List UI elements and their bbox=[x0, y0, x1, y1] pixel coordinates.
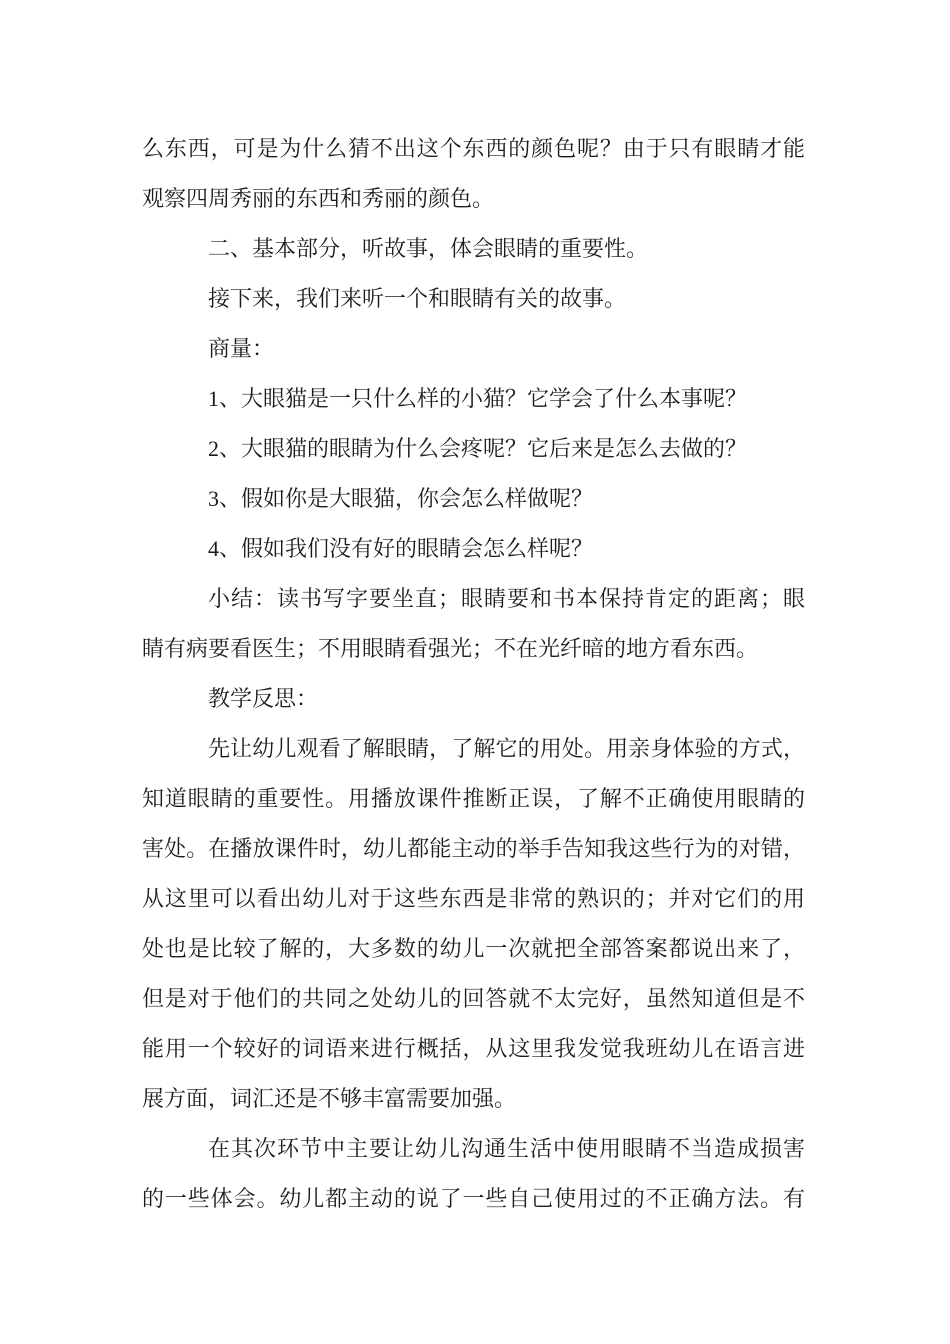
text-line: 商量： bbox=[208, 336, 275, 361]
text-line: 展方面，词汇还是不够丰富需要加强。 bbox=[142, 1086, 517, 1111]
text-line: 小结：读书写字要坐直；眼睛要和书本保持肯定的距离；眼 bbox=[208, 586, 805, 611]
text-line: 3、假如你是大眼猫，你会怎么样做呢？ bbox=[208, 486, 594, 511]
text-line: 教学反思： bbox=[208, 686, 319, 711]
text-line: 接下来，我们来听一个和眼睛有关的故事。 bbox=[208, 286, 627, 311]
text-line: 4、假如我们没有好的眼睛会怎么样呢？ bbox=[208, 536, 594, 561]
text-line: 的一些体会。幼儿都主动的说了一些自己使用过的不正确方法。有 bbox=[142, 1186, 805, 1211]
text-line: 处也是比较了解的，大多数的幼儿一次就把全部答案都说出来了， bbox=[142, 936, 805, 961]
text-line: 从这里可以看出幼儿对于这些东西是非常的熟识的；并对它们的用 bbox=[142, 886, 805, 911]
text-line: 1、大眼猫是一只什么样的小猫？它学会了什么本事呢？ bbox=[208, 386, 748, 411]
text-line: 二、基本部分，听故事，体会眼睛的重要性。 bbox=[208, 236, 649, 261]
text-line: 2、大眼猫的眼睛为什么会疼呢？它后来是怎么去做的？ bbox=[208, 436, 748, 461]
text-line: 害处。在播放课件时，幼儿都能主动的举手告知我这些行为的对错， bbox=[142, 836, 805, 861]
text-line: 观察四周秀丽的东西和秀丽的颜色。 bbox=[142, 186, 495, 211]
text-line: 能用一个较好的词语来进行概括，从这里我发觉我班幼儿在语言进 bbox=[142, 1036, 805, 1061]
text-line: 在其次环节中主要让幼儿沟通生活中使用眼睛不当造成损害 bbox=[208, 1136, 805, 1161]
text-line: 睛有病要看医生；不用眼睛看强光；不在光纤暗的地方看东西。 bbox=[142, 636, 759, 661]
text-line: 先让幼儿观看了解眼睛，了解它的用处。用亲身体验的方式， bbox=[208, 736, 805, 761]
text-line: 么东西，可是为什么猜不出这个东西的颜色呢？由于只有眼睛才能 bbox=[142, 136, 805, 161]
text-line: 知道眼睛的重要性。用播放课件推断正误，了解不正确使用眼睛的 bbox=[142, 786, 805, 811]
text-line: 但是对于他们的共同之处幼儿的回答就不太完好，虽然知道但是不 bbox=[142, 986, 805, 1011]
